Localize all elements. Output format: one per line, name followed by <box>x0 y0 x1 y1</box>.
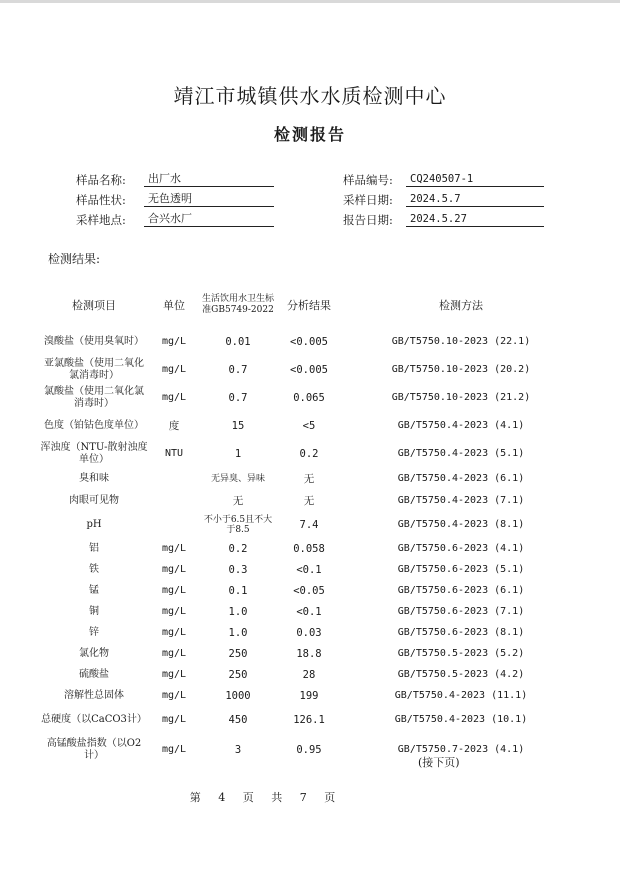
row-standard: 450 <box>228 714 248 726</box>
table-row <box>40 538 580 559</box>
table-row <box>40 580 580 601</box>
row-unit: mg/L <box>161 542 187 554</box>
report-date-label: 报告日期: <box>343 213 393 227</box>
footer-prefix: 第 <box>189 791 201 804</box>
table-row <box>40 384 580 412</box>
row-method: GB/T5750.6-2023 (7.1) <box>397 605 525 617</box>
row-method: GB/T5750.4-2023 (11.1) <box>394 689 528 701</box>
row-standard: 1000 <box>225 689 251 702</box>
row-result: 126.1 <box>293 714 325 726</box>
row-result: 0.95 <box>296 744 322 756</box>
table-row <box>40 622 580 643</box>
row-unit: mg/L <box>161 392 187 403</box>
row-standard: 无 <box>232 495 244 507</box>
row-standard: 250 <box>228 647 248 660</box>
row-item: 浑浊度（NTU-散射浊度单位） <box>40 442 148 465</box>
row-unit: mg/L <box>161 563 187 575</box>
row-result: <0.1 <box>296 563 322 576</box>
row-method: GB/T5750.4-2023 (10.1) <box>394 714 528 725</box>
row-standard: 0.2 <box>228 542 248 555</box>
row-result: <5 <box>302 420 316 432</box>
row-item: 氯化物 <box>79 647 109 659</box>
row-method: GB/T5750.6-2023 (5.1) <box>397 563 525 575</box>
row-standard: 不小于6.5且不大于8.5 <box>203 515 273 535</box>
row-standard: 0.1 <box>228 584 248 597</box>
sample-nature-value: 无色透明 <box>144 192 274 207</box>
footer-page-number: 4 <box>218 791 226 804</box>
row-method: GB/T5750.4-2023 (5.1) <box>397 448 525 459</box>
row-standard: 1 <box>234 448 242 460</box>
row-standard: 250 <box>228 668 248 681</box>
row-result: <0.005 <box>290 336 328 348</box>
row-unit: mg/L <box>161 647 187 659</box>
row-item: 溴酸盐（使用臭氧时） <box>44 336 144 347</box>
sample-name-label: 样品名称: <box>76 173 126 187</box>
row-result: 18.8 <box>296 647 322 660</box>
row-result: 199 <box>299 689 319 702</box>
row-unit: mg/L <box>161 689 187 701</box>
row-item: 总硬度（以CaCO3计） <box>41 714 147 725</box>
row-item: 臭和味 <box>79 473 109 484</box>
row-item: 氯酸盐（使用二氧化氯消毒时） <box>44 386 144 409</box>
row-result: 28 <box>302 668 316 681</box>
row-item: 色度（铂钴色度单位） <box>44 420 144 431</box>
row-method: GB/T5750.4-2023 (7.1) <box>397 495 525 506</box>
table-row <box>40 490 580 512</box>
row-item: 铁 <box>89 563 99 575</box>
row-unit <box>148 468 200 490</box>
row-unit <box>148 490 200 512</box>
footer-page-word: 页 <box>242 791 254 804</box>
row-standard: 无异臭、异味 <box>210 474 265 484</box>
row-unit: mg/L <box>161 668 187 680</box>
continued-note: (接下页) <box>418 756 460 769</box>
row-item: 高锰酸盐指数（以O2计） <box>46 738 142 761</box>
page-top-edge <box>0 0 620 3</box>
table-row <box>40 664 580 685</box>
sampling-date-label: 采样日期: <box>343 193 393 207</box>
table-row <box>40 706 580 734</box>
sample-no-value: CQ240507-1 <box>406 172 544 187</box>
row-item: 硫酸盐 <box>79 668 109 680</box>
row-method: GB/T5750.7-2023 (4.1) <box>397 744 525 755</box>
footer-total-prefix: 共 <box>271 791 283 804</box>
row-standard: 15 <box>231 420 245 432</box>
row-standard: 3 <box>234 744 242 756</box>
table-row <box>40 468 580 490</box>
table-row <box>40 356 580 384</box>
header-unit: 单位 <box>163 299 185 312</box>
sampling-site-label: 采样地点: <box>76 213 126 227</box>
table-row <box>40 512 580 538</box>
row-standard: 0.7 <box>228 364 248 376</box>
table-row <box>40 643 580 664</box>
row-method: GB/T5750.4-2023 (4.1) <box>397 420 525 431</box>
row-result: <0.05 <box>293 584 325 597</box>
sample-name-value: 出厂水 <box>144 172 274 187</box>
row-method: GB/T5750.5-2023 (5.2) <box>397 647 525 659</box>
row-result: <0.005 <box>290 364 328 376</box>
row-unit: NTU <box>164 448 184 459</box>
row-item: pH <box>86 519 102 530</box>
row-result: 0.03 <box>296 626 322 639</box>
row-unit <box>148 512 200 538</box>
row-item: 铝 <box>89 542 99 554</box>
report-title: 检测报告 <box>273 125 346 144</box>
table-row <box>40 685 580 706</box>
results-section-label: 检测结果: <box>48 252 101 266</box>
organization-title: 靖江市城镇供水水质检测中心 <box>173 84 447 108</box>
row-unit: mg/L <box>161 584 187 596</box>
row-unit: mg/L <box>161 744 187 755</box>
table-row <box>40 559 580 580</box>
row-item: 锌 <box>89 626 99 638</box>
row-item: 肉眼可见物 <box>69 495 119 506</box>
sample-nature-label: 样品性状: <box>76 193 126 207</box>
row-standard: 0.7 <box>228 392 248 404</box>
row-method: GB/T5750.6-2023 (4.1) <box>397 542 525 554</box>
row-result: <0.1 <box>296 605 322 618</box>
results-table <box>40 282 580 766</box>
row-standard: 1.0 <box>228 626 248 639</box>
row-item: 溶解性总固体 <box>64 689 124 701</box>
results-table-header-row <box>40 282 580 328</box>
table-row <box>40 734 580 766</box>
row-method: GB/T5750.4-2023 (6.1) <box>397 473 525 484</box>
row-result: 0.058 <box>293 542 325 555</box>
row-result: 0.2 <box>299 448 319 460</box>
table-row <box>40 412 580 440</box>
footer-total-pages: 7 <box>299 791 307 804</box>
row-method: GB/T5750.10-2023 (21.2) <box>391 392 531 403</box>
page-footer <box>0 789 525 805</box>
row-item: 铜 <box>89 605 99 617</box>
row-result: 7.4 <box>299 519 319 531</box>
header-item: 检测项目 <box>72 299 116 312</box>
row-method: GB/T5750.4-2023 (8.1) <box>397 519 525 530</box>
report-date-value: 2024.5.27 <box>406 212 544 227</box>
sample-no-label: 样品编号: <box>343 173 393 187</box>
row-unit: mg/L <box>161 364 187 375</box>
row-item: 锰 <box>89 584 99 596</box>
header-standard: 生活饮用水卫生标准GB5749-2022 <box>201 294 274 315</box>
row-unit: 度 <box>168 420 180 432</box>
row-unit: mg/L <box>161 336 187 347</box>
footer-suffix: 页 <box>324 791 336 804</box>
row-standard: 0.01 <box>225 336 251 348</box>
sampling-site-value: 合兴水厂 <box>144 212 274 227</box>
row-method: GB/T5750.10-2023 (22.1) <box>391 336 531 347</box>
table-row <box>40 440 580 468</box>
row-unit: mg/L <box>161 714 187 725</box>
row-item: 亚氯酸盐（使用二氧化氯消毒时） <box>44 358 144 381</box>
sampling-date-value: 2024.5.7 <box>406 192 544 207</box>
header-method: 检测方法 <box>439 299 483 312</box>
row-unit: mg/L <box>161 626 187 638</box>
row-result: 无 <box>303 495 315 507</box>
row-method: GB/T5750.6-2023 (8.1) <box>397 626 525 638</box>
row-result: 无 <box>303 473 315 485</box>
header-result: 分析结果 <box>287 299 331 312</box>
row-result: 0.065 <box>293 392 325 404</box>
row-method: GB/T5750.5-2023 (4.2) <box>397 668 525 680</box>
row-method: GB/T5750.10-2023 (20.2) <box>391 364 531 375</box>
row-standard: 1.0 <box>228 605 248 618</box>
table-row <box>40 328 580 356</box>
table-row <box>40 601 580 622</box>
row-method: GB/T5750.6-2023 (6.1) <box>397 584 525 596</box>
row-standard: 0.3 <box>228 563 248 576</box>
row-unit: mg/L <box>161 605 187 617</box>
